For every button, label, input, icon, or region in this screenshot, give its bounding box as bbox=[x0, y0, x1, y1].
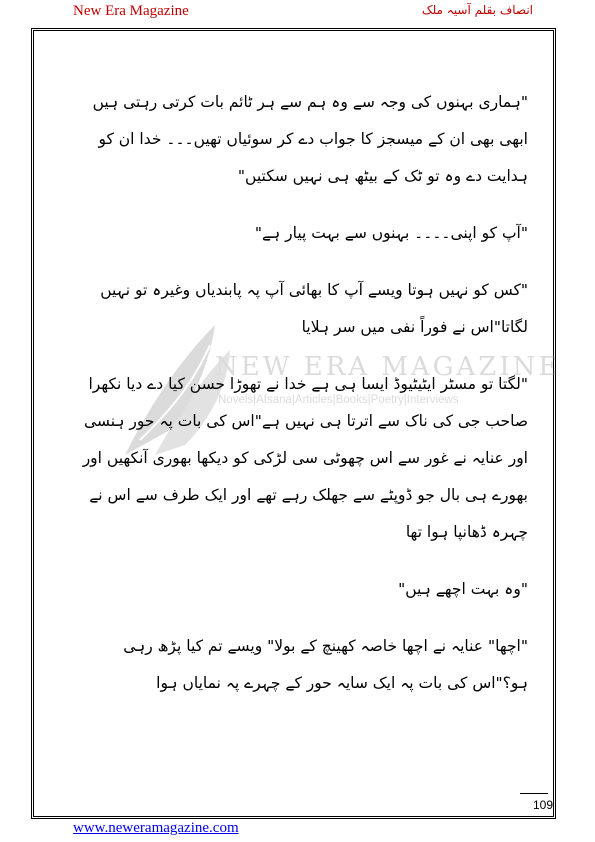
paragraph: "کس کو نہیں ہوتا ویسے آپ کا بھائی آپ پہ پابندیاں وغیرہ تو نہیں لگاتا"اس نے فوراً نفی میں سر ہلایا bbox=[100, 281, 528, 336]
magazine-name: New Era Magazine bbox=[73, 3, 189, 19]
paragraph: "اچھا" عنایہ نے اچھا خاصہ کھینچ کے بولا" ویسے تم کیا پڑھ رہی ہو؟"اس کی بات پہ ایک سایہ حور کے چہرے پہ نمایاں ہوا bbox=[123, 637, 528, 692]
watermark-brand: NEW ERA MAGAZINE bbox=[215, 352, 561, 382]
paragraph: "لگتا تو مسٹر ایٹیٹیوڈ ایسا ہی ہے خدا نے تھوڑا حسن کیا دے دیا نکھرا صاحب جی کی ناک سے اترتا ہی نہیں ہے"اس کی بات پہ حور ہنسی اور عنایہ نے غور سے اس چھوٹی سی لڑکی کو دیکھا بھوری آنکھیں اور بھورے ہی بال جو ڈوپٹے سے جھلک رہے تھے اور ایک طرف سے اس نے چہرہ ڈھانپا ہوا تھا bbox=[82, 375, 528, 541]
paragraph: "آپ کو اپنی۔۔۔۔ بہنوں سے بہت پیار ہے" bbox=[254, 224, 528, 242]
page-number-rule bbox=[520, 793, 548, 794]
story-title-author: انصاف بقلم آسیہ ملک bbox=[421, 3, 533, 17]
story-body bbox=[68, 84, 528, 722]
website-link[interactable]: www.neweramagazine.com bbox=[73, 820, 239, 836]
paragraph: "وہ بہت اچھے ہیں" bbox=[398, 580, 528, 598]
page-number: 109 bbox=[532, 798, 553, 812]
paragraph: "ہماری بہنوں کی وجہ سے وہ ہم سے ہر ٹائم بات کرتی رہتی ہیں ابھی بھی ان کے میسجز کا جواب دے کر سوئیاں تھیں۔۔۔ خدا ان کو ہدایت دے وہ تو ٹک کے بیٹھ ہی نہیں سکتیں" bbox=[92, 93, 528, 185]
watermark-tagline: Novels|Afsana|Articles|Books|Poetry|Interviews bbox=[218, 394, 459, 406]
